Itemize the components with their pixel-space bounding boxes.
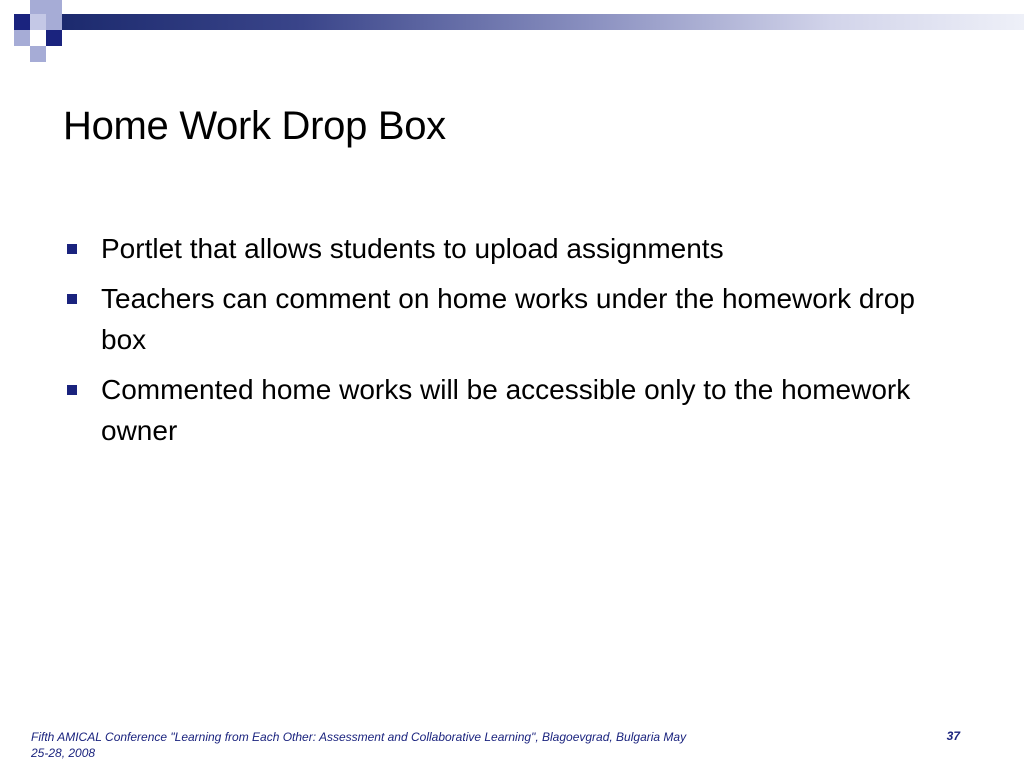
header-square-lavender xyxy=(30,14,46,30)
bullet-list xyxy=(64,228,964,460)
bullet-item xyxy=(64,369,964,451)
bullet-text: Commented home works will be accessible only to the homework owner xyxy=(101,374,911,446)
square-bullet-icon xyxy=(67,385,77,395)
header-square-lavender xyxy=(30,0,46,14)
square-bullet-icon xyxy=(67,244,77,254)
header-square-lavender xyxy=(46,14,62,30)
header-gradient-bar xyxy=(62,14,1024,30)
slide-title: Home Work Drop Box xyxy=(63,104,446,148)
header-square-lavender xyxy=(46,0,62,14)
square-bullet-icon xyxy=(67,294,77,304)
page-number: 37 xyxy=(946,729,960,743)
header-square-navy xyxy=(14,14,30,30)
bullet-item xyxy=(64,228,964,269)
bullet-text: Portlet that allows students to upload assignments xyxy=(101,233,724,264)
header-square-navy xyxy=(46,30,62,46)
bullet-item xyxy=(64,278,964,360)
footer-conference-text: Fifth AMICAL Conference "Learning from Each Other: Assessment and Collaborative Learning", Blagoevgrad, Bulgaria May 25-28, 2008 xyxy=(31,730,687,760)
header-square-lavender xyxy=(14,30,30,46)
header-square-lavender xyxy=(30,46,46,62)
bullet-text: Teachers can comment on home works under the homework drop box xyxy=(101,283,915,355)
